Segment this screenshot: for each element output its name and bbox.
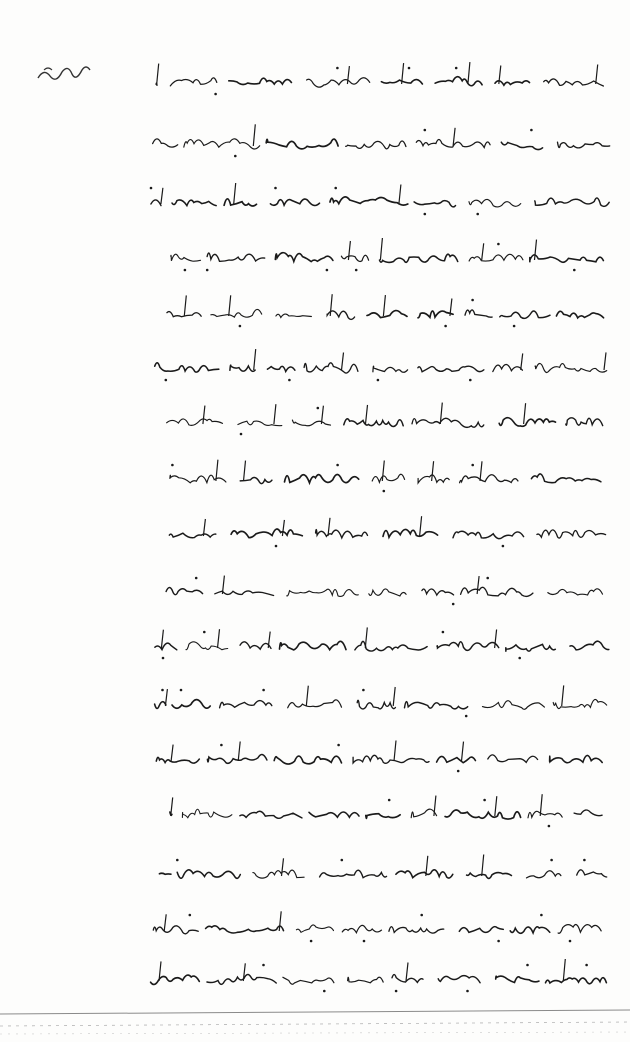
handwritten-word (366, 814, 400, 819)
ascender-stroke (171, 797, 173, 816)
handwriting-strokes (140, 344, 620, 384)
ascender-stroke (482, 855, 484, 877)
ascender-stroke (321, 406, 323, 424)
diacritic-dot (336, 464, 339, 467)
ascender-stroke (161, 188, 163, 204)
handwritten-word (510, 927, 550, 933)
handwritten-word (373, 366, 408, 372)
handwritten-word (285, 474, 359, 482)
handwritten-word (527, 871, 561, 878)
ascender-stroke (244, 461, 246, 481)
ascender-stroke (184, 295, 186, 316)
diacritic-dot (530, 129, 533, 132)
handwritten-word (438, 976, 480, 983)
handwritten-word (418, 475, 449, 483)
handwritten-word (151, 200, 161, 206)
handwritten-word (483, 701, 545, 710)
handwritten-word (418, 366, 484, 372)
handwritten-word (437, 756, 476, 762)
diacritic-dot (171, 464, 174, 467)
diacritic-dot (162, 657, 165, 660)
handwriting-strokes (140, 735, 620, 775)
handwritten-word (169, 533, 216, 538)
ascender-stroke (380, 238, 382, 260)
handwritten-word (288, 700, 342, 708)
handwritten-word (389, 927, 444, 933)
diacritic-dot (363, 940, 366, 943)
ascender-stroke (161, 630, 163, 648)
handwritten-word (211, 309, 262, 317)
diacritic-dot (388, 799, 391, 802)
handwritten-word (414, 201, 455, 207)
handwritten-word (558, 925, 601, 934)
diacritic-dot (497, 940, 500, 943)
ascender-stroke (222, 576, 224, 594)
handwritten-word (344, 419, 403, 427)
handwritten-word (506, 644, 556, 651)
ascender-stroke (521, 353, 523, 370)
diacritic-dot (355, 269, 358, 272)
ascender-stroke (399, 185, 401, 205)
handwritten-word (230, 365, 255, 371)
diacritic-dot (483, 799, 486, 802)
diacritic-dot (526, 964, 529, 967)
handwritten-line (140, 510, 620, 550)
handwritten-word (186, 642, 228, 650)
handwritten-word (224, 199, 256, 206)
diacritic-dot (486, 577, 489, 580)
handwritten-word (346, 141, 406, 149)
handwritten-word (469, 254, 523, 261)
diacritic-dot (420, 914, 423, 917)
handwritten-word (253, 870, 304, 878)
diacritic-dot (548, 825, 551, 828)
ascender-stroke (383, 295, 385, 316)
handwriting-strokes (140, 905, 620, 945)
margin-annotation (34, 58, 94, 88)
handwritten-word (153, 926, 198, 934)
handwritten-word (535, 198, 610, 206)
handwritten-line (140, 455, 620, 495)
handwriting-strokes (140, 234, 620, 274)
ascender-stroke (563, 959, 565, 981)
diacritic-dot (471, 464, 474, 467)
handwritten-word (320, 870, 387, 877)
diacritic-dot (408, 67, 411, 70)
diacritic-dot (469, 379, 472, 382)
handwritten-word (372, 474, 404, 482)
diacritic-dot (337, 744, 340, 747)
handwritten-word (528, 811, 562, 818)
ascender-stroke (282, 858, 284, 876)
ascender-stroke (279, 911, 281, 931)
diacritic-dot (585, 964, 588, 967)
diacritic-dot (310, 940, 313, 943)
handwriting-strokes (140, 58, 620, 98)
handwritten-word (461, 587, 533, 596)
diacritic-dot (444, 325, 447, 328)
diacritic-dot (274, 187, 277, 190)
diacritic-dot (176, 859, 179, 862)
diacritic-dot (240, 433, 243, 436)
handwritten-word (155, 643, 177, 650)
handwritten-word (437, 642, 499, 651)
diacritic-dot (150, 187, 153, 190)
diacritic-dot (165, 379, 168, 382)
diacritic-dot (317, 407, 320, 410)
diacritic-dot (336, 67, 339, 70)
diacritic-dot (341, 859, 344, 862)
handwritten-word (469, 199, 521, 207)
handwritten-word (177, 870, 240, 878)
handwritten-line (140, 905, 620, 945)
diacritic-dot (569, 940, 572, 943)
handwritten-word (500, 311, 550, 318)
ascender-stroke (540, 794, 542, 816)
ascender-stroke (274, 404, 276, 424)
handwritten-line (140, 955, 620, 995)
ascender-stroke (203, 406, 205, 424)
ascender-stroke (406, 963, 408, 982)
handwritten-word (435, 77, 482, 86)
handwritten-word (207, 975, 276, 985)
handwritten-word (501, 142, 542, 149)
diacritic-dot (377, 379, 380, 382)
ascender-stroke (477, 576, 479, 594)
handwriting-strokes (140, 178, 620, 218)
handwritten-word (499, 418, 555, 427)
diacritic-dot (452, 603, 455, 606)
ascender-stroke (348, 241, 350, 260)
handwritten-word (348, 977, 384, 983)
handwriting-strokes (140, 622, 620, 662)
diacritic-dot (239, 325, 242, 328)
handwritten-word (266, 139, 338, 149)
handwritten-word (577, 870, 607, 877)
handwritten-word (380, 254, 458, 262)
handwritten-word (172, 200, 216, 206)
handwritten-word (465, 310, 492, 317)
handwritten-word (156, 757, 199, 763)
handwritten-word (206, 926, 284, 933)
handwritten-word (412, 418, 484, 427)
diacritic-dot (497, 243, 500, 246)
handwritten-word (422, 589, 454, 595)
handwritten-word (546, 978, 607, 984)
handwriting-strokes (140, 455, 620, 495)
ascender-stroke (480, 461, 482, 481)
ascender-stroke (282, 520, 284, 536)
handwritten-word (341, 255, 368, 261)
ascender-stroke (171, 745, 173, 761)
handwritten-word (550, 755, 603, 762)
handwritten-word (566, 418, 603, 426)
handwritten-word (292, 420, 330, 426)
diacritic-dot (234, 155, 237, 158)
diacritic-dot (203, 631, 206, 634)
diacritic-dot (275, 545, 278, 548)
handwritten-word (240, 811, 302, 818)
handwritten-word (307, 78, 370, 87)
diacritic-dot (323, 990, 326, 993)
handwritten-line (140, 850, 620, 890)
diacritic-dot (583, 859, 586, 862)
handwritten-line (140, 790, 620, 830)
handwritten-word (270, 199, 319, 205)
diacritic-dot (362, 689, 365, 692)
diacritic-dot (220, 744, 223, 747)
handwritten-word (296, 925, 333, 932)
handwritten-line (140, 178, 620, 218)
diacritic-dot (383, 490, 386, 493)
handwriting-strokes (140, 398, 620, 438)
handwritten-word (418, 311, 453, 318)
handwritten-word (215, 591, 274, 596)
diacritic-dot (195, 577, 198, 580)
ascender-stroke (604, 352, 606, 370)
handwritten-line (140, 120, 620, 160)
handwritten-word (488, 755, 538, 763)
handwritten-word (353, 755, 429, 763)
handwriting-strokes (140, 850, 620, 890)
ascender-stroke (330, 294, 332, 316)
ascender-stroke (382, 461, 384, 482)
handwritten-word (392, 975, 423, 983)
handwritten-word (459, 927, 503, 933)
ascender-stroke (596, 65, 598, 85)
ascender-stroke (157, 64, 159, 84)
handwritten-word (396, 870, 453, 878)
handwritten-word (493, 365, 523, 372)
ascender-stroke (524, 403, 526, 424)
ascender-stroke (432, 461, 434, 481)
handwritten-word (405, 702, 468, 709)
handwritten-word (531, 474, 601, 483)
handwritten-word (553, 699, 607, 708)
handwritten-line (140, 622, 620, 662)
diacritic-dot (184, 269, 187, 272)
diacritic-dot (424, 129, 427, 132)
ascender-stroke (365, 627, 367, 648)
diacritic-dot (465, 715, 468, 718)
diacritic-dot (550, 859, 553, 862)
handwriting-strokes (140, 680, 620, 720)
handwritten-word (327, 311, 355, 320)
ascender-stroke (482, 243, 484, 260)
handwritten-word (155, 363, 219, 372)
handwritten-word (411, 809, 436, 818)
handwritten-word (558, 142, 610, 148)
handwriting-strokes (140, 290, 620, 330)
ascender-stroke (420, 516, 422, 536)
ascender-stroke (535, 240, 537, 260)
handwritten-word (151, 975, 200, 984)
diacritic-dot (262, 964, 265, 967)
handwritten-word (231, 529, 302, 538)
diacritic-dot (334, 187, 337, 190)
diacritic-dot (161, 689, 164, 692)
diacritic-dot (442, 631, 445, 634)
handwriting-strokes (140, 568, 620, 608)
handwriting-strokes (140, 120, 620, 160)
handwritten-line (140, 234, 620, 274)
diacritic-dot (471, 299, 474, 302)
handwritten-word (537, 530, 606, 538)
handwritten-word (445, 810, 520, 819)
handwritten-word (453, 531, 524, 538)
ascender-stroke (254, 349, 256, 370)
diacritic-dot (326, 269, 329, 272)
handwritten-word (166, 588, 203, 595)
ascender-stroke (234, 183, 236, 204)
handwritten-word (535, 363, 607, 372)
diacritic-dot (262, 689, 265, 692)
handwritten-word (207, 755, 267, 764)
handwritten-line (140, 398, 620, 438)
diacritic-dot (573, 269, 576, 272)
handwritten-word (496, 976, 539, 982)
handwritten-word (276, 314, 312, 317)
ascender-stroke (393, 687, 395, 706)
handwritten-word (170, 78, 217, 86)
ascender-stroke (366, 405, 368, 424)
diacritic-dot (395, 990, 398, 993)
diacritic-dot (466, 990, 469, 993)
ascender-stroke (462, 742, 464, 761)
handwritten-word (342, 925, 381, 932)
ascender-stroke (238, 742, 240, 762)
handwritten-word (530, 255, 604, 262)
scan-edge-noise (0, 1000, 630, 1042)
handwritten-word (548, 589, 603, 595)
handwritten-word (172, 700, 210, 709)
handwritten-word (267, 366, 295, 371)
handwritten-word (240, 477, 272, 483)
diacritic-dot (513, 325, 516, 328)
handwriting-strokes (140, 790, 620, 830)
handwritten-word (570, 641, 609, 650)
handwritten-word (280, 641, 347, 650)
handwritten-word (155, 702, 166, 709)
handwritten-word (544, 79, 604, 86)
diacritic-dot (424, 213, 427, 216)
handwritten-word (240, 642, 271, 649)
ascender-stroke (342, 353, 344, 371)
diacritic-dot (518, 657, 521, 660)
diacritic-dot (189, 914, 192, 917)
handwritten-word (556, 311, 603, 318)
handwritten-word (287, 589, 359, 596)
handwritten-word (207, 253, 265, 261)
handwritten-word (574, 810, 602, 816)
ascender-stroke (229, 295, 231, 316)
handwritten-word (460, 475, 518, 483)
ascender-stroke (164, 914, 166, 931)
diacritic-dot (540, 914, 543, 917)
ascender-stroke (306, 686, 308, 706)
handwritten-word (159, 873, 171, 874)
ascender-stroke (253, 124, 255, 146)
handwriting-strokes (140, 510, 620, 550)
handwritten-line (140, 58, 620, 98)
handwritten-word (357, 700, 395, 709)
handwritten-line (140, 735, 620, 775)
handwritten-word (316, 530, 368, 538)
handwritten-word (304, 363, 358, 373)
diacritic-dot (288, 379, 291, 382)
handwritten-word (229, 78, 292, 84)
handwritten-word (238, 421, 282, 426)
diacritic-dot (214, 93, 217, 96)
handwritten-word (170, 475, 226, 483)
handwritten-word (383, 529, 438, 537)
ascender-stroke (468, 62, 470, 84)
diacritic-dot (206, 269, 209, 272)
handwritten-word (309, 812, 359, 817)
diacritic-dot (455, 67, 458, 70)
handwritten-word (171, 254, 201, 261)
handwritten-word (330, 197, 408, 205)
diacritic-dot (476, 213, 479, 216)
handwritten-line (140, 680, 620, 720)
handwritten-word (467, 873, 512, 879)
handwritten-word (495, 81, 530, 85)
diacritic-dot (502, 545, 505, 548)
handwritten-word (220, 701, 272, 708)
ascender-stroke (165, 689, 167, 706)
handwritten-word (184, 139, 260, 149)
handwritten-word (369, 589, 406, 596)
handwritten-line (140, 344, 620, 384)
handwritten-line (140, 568, 620, 608)
handwritten-word (367, 311, 407, 318)
handwritten-word (167, 419, 223, 425)
handwritten-word (283, 977, 334, 984)
handwritten-word (274, 756, 341, 764)
handwritten-word (275, 253, 333, 262)
ascender-stroke (562, 685, 564, 706)
handwriting-strokes (140, 955, 620, 995)
ascender-stroke (495, 796, 497, 816)
ascender-stroke (426, 856, 428, 876)
diacritic-dot (180, 689, 183, 692)
handwritten-word (153, 139, 178, 147)
ascender-stroke (218, 629, 220, 648)
handwritten-word (182, 809, 232, 817)
handwritten-line (140, 290, 620, 330)
diacritic-dot (457, 770, 460, 773)
ascender-stroke (394, 741, 396, 762)
